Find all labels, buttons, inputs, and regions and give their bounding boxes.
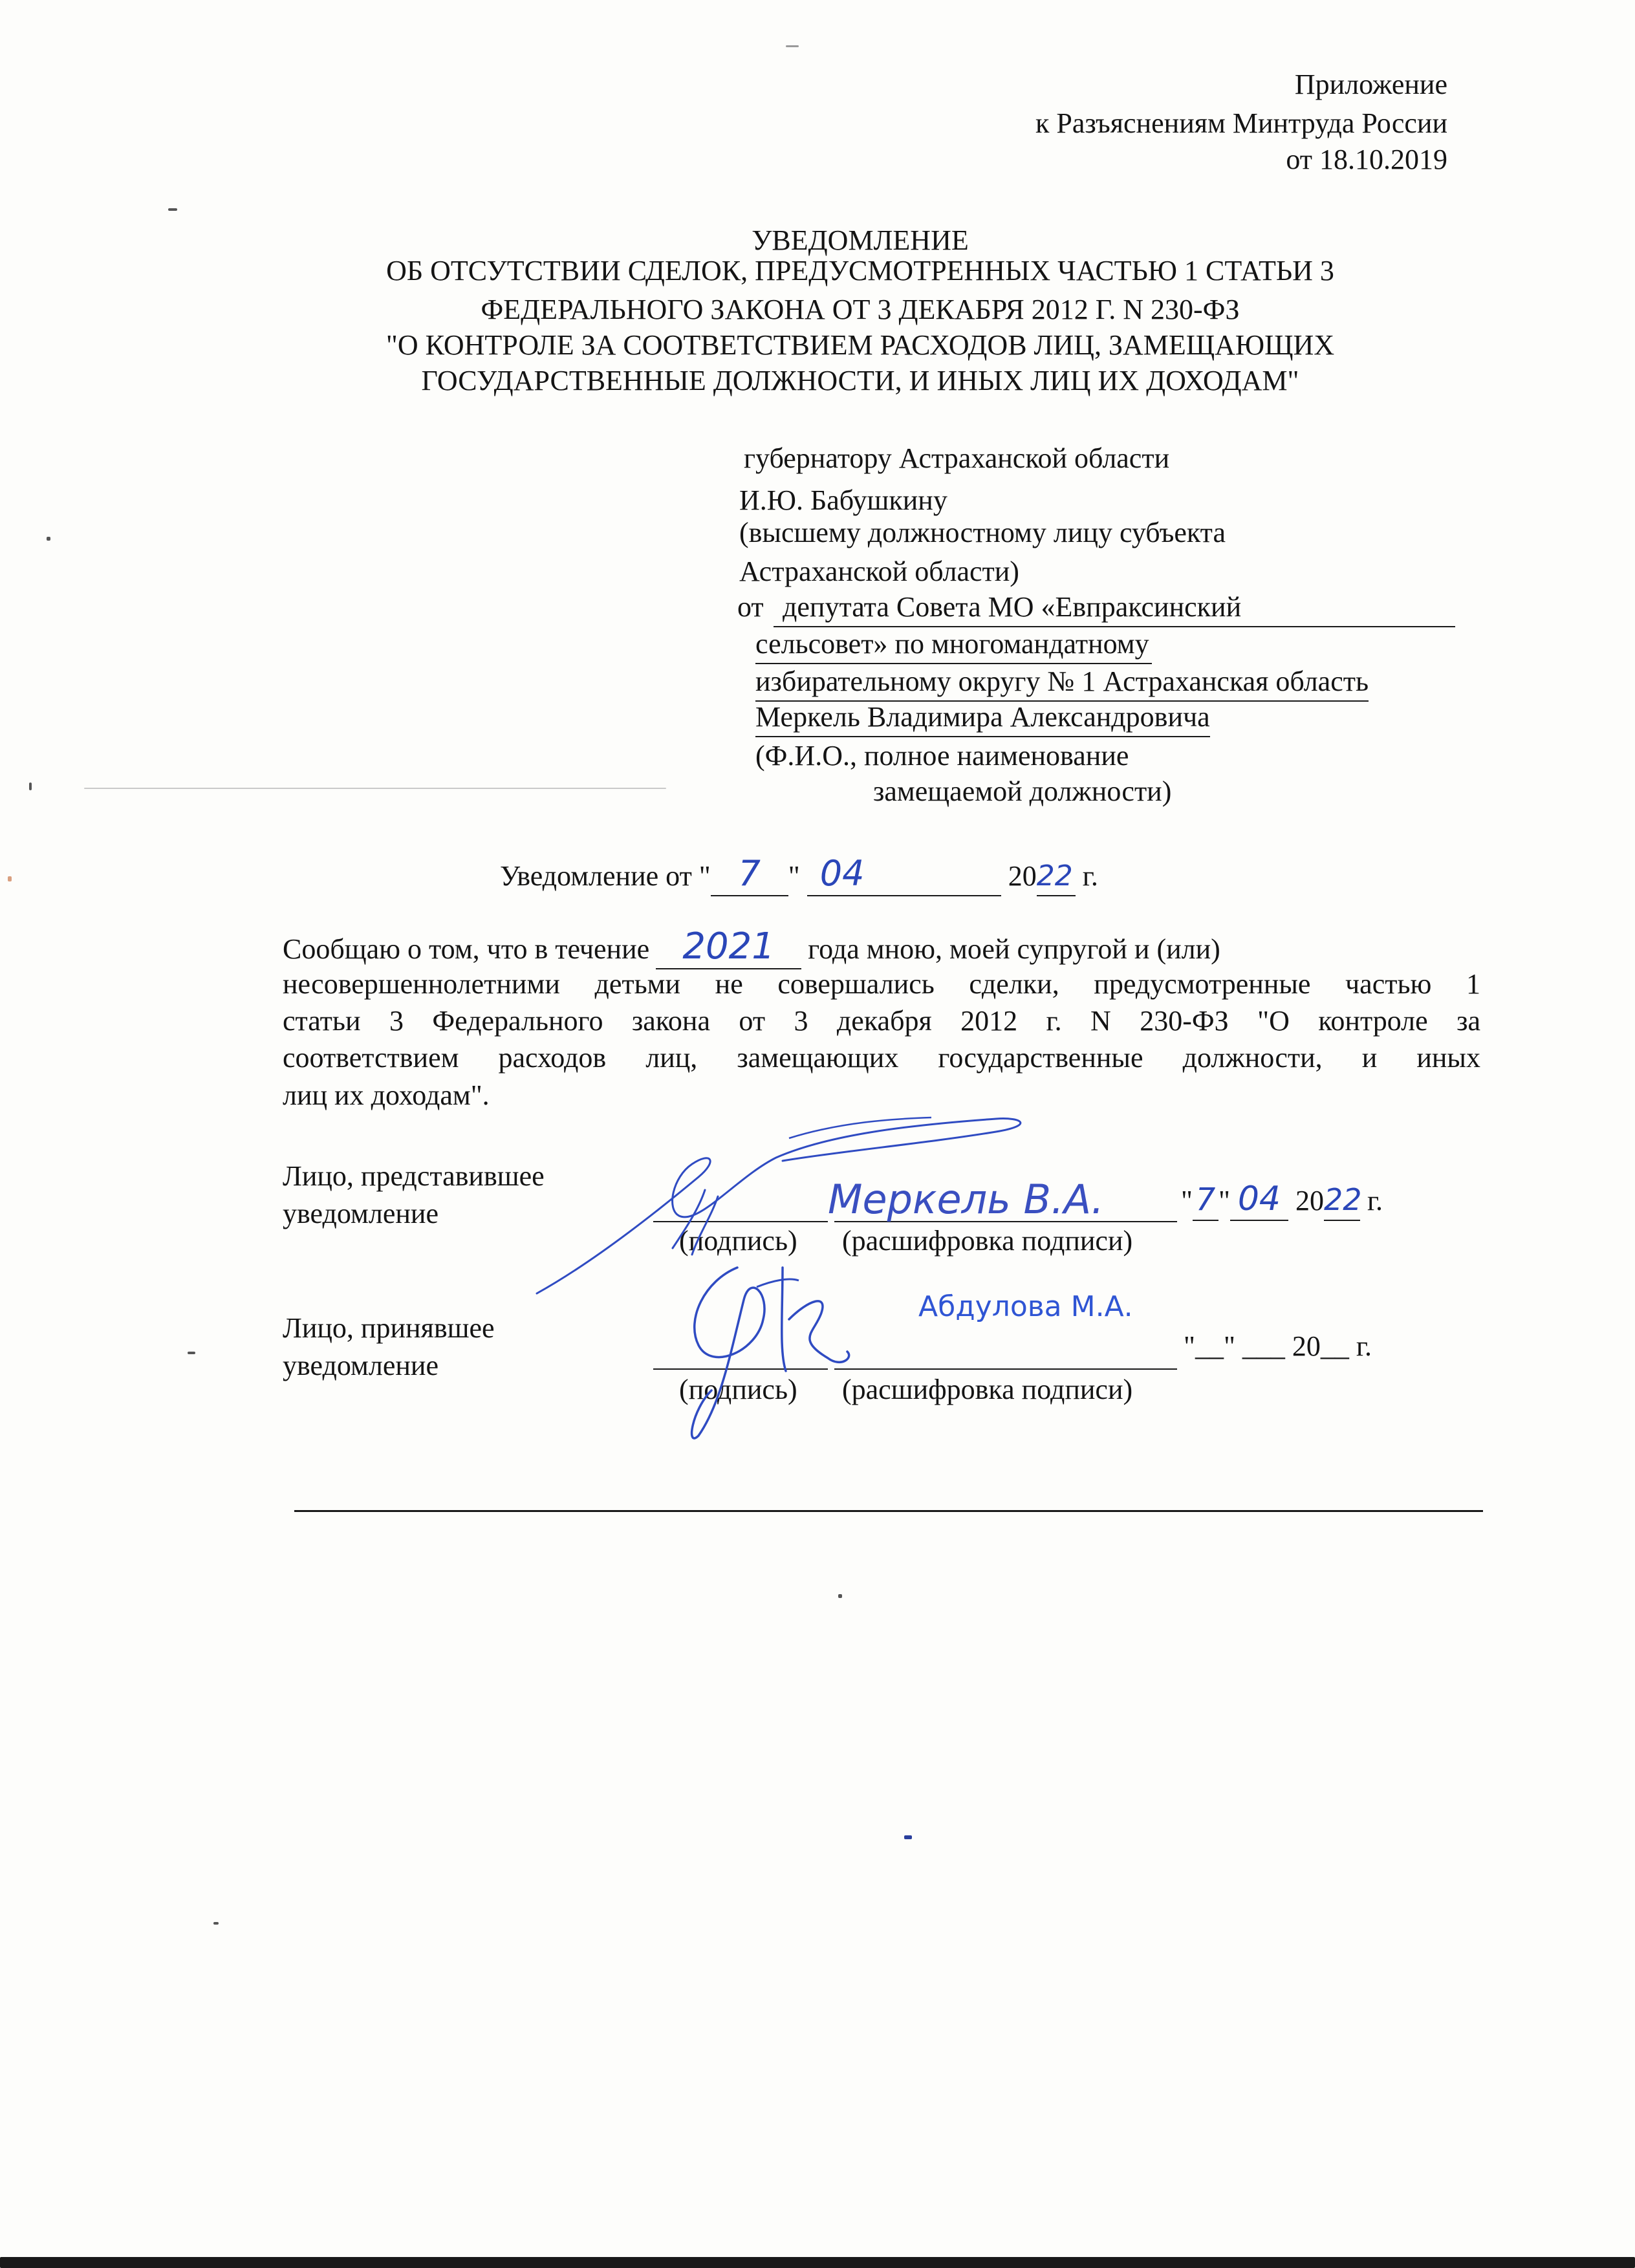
submitter-label-2: уведомление: [283, 1198, 439, 1229]
addressee-from-line-3: избирательному округу № 1 Астраханская область: [755, 663, 1369, 702]
addressee-from-line-4: Меркель Владимира Александровича: [755, 698, 1210, 737]
body-year-field: 2021: [656, 928, 801, 969]
submitter-label-1: Лицо, представившее: [283, 1160, 545, 1192]
scan-speck: [904, 1835, 912, 1839]
notice-date-month: 04: [807, 855, 1001, 896]
notice-date-year-prefix: 20: [1008, 860, 1037, 892]
scan-speck: [188, 1352, 195, 1354]
appendix-line-1: Приложение: [1294, 69, 1447, 100]
title-line-4: "О КОНТРОЛЕ ЗА СООТВЕТСТВИЕМ РАСХОДОВ ЛИЦ, ЗАМЕЩАЮЩИХ: [385, 329, 1335, 361]
addressee-from-line-1: депутата Совета МО «Евпраксинский: [774, 589, 1455, 627]
addressee-caption-1: (Ф.И.О., полное наименование: [755, 740, 1129, 772]
body-line-5: лиц их доходам".: [283, 1079, 490, 1111]
title-line-1: УВЕДОМЛЕНИЕ: [752, 224, 969, 256]
notice-date-year: 22: [1037, 858, 1076, 896]
body-line-4: соответствием расходов лиц, замещающих государственные должности, и иных: [283, 1042, 1480, 1074]
body-line-2: несовершеннолетними детьми не совершались сделки, предусмотренные частью 1: [283, 968, 1480, 1000]
title-line-5: ГОСУДАРСТВЕННЫЕ ДОЛЖНОСТИ, И ИНЫХ ЛИЦ ИХ ДОХОДАМ": [421, 365, 1299, 396]
scan-speck: [168, 208, 177, 211]
addressee-line-2: И.Ю. Бабушкину: [739, 484, 947, 516]
receiver-label-1: Лицо, принявшее: [283, 1312, 495, 1344]
notice-date-line: [500, 855, 1098, 896]
addressee-line-4: Астраханской области): [739, 556, 1019, 587]
addressee-line-3: (высшему должностному лицу субъекта: [739, 517, 1226, 548]
notice-date-day: 7: [711, 855, 788, 896]
title-line-3: ФЕДЕРАЛЬНОГО ЗАКОНА ОТ 3 ДЕКАБРЯ 2012 Г. N 230-ФЗ: [481, 294, 1240, 325]
bottom-rule: [294, 1510, 1483, 1512]
submitter-handwritten-name: Меркель В.А.: [828, 1176, 1104, 1223]
appendix-line-3: от 18.10.2019: [1286, 144, 1447, 175]
body-line-1: Сообщаю о том, что в течение 2021 года мною, моей супругой и (или): [283, 928, 1480, 969]
appendix-line-2: к Разъяснениям Минтруда России: [1035, 107, 1447, 139]
submitter-caption-sign: (подпись): [679, 1225, 797, 1257]
scan-speck: [47, 537, 50, 541]
receiver-signature: [660, 1242, 893, 1455]
notice-date-prefix: Уведомление от ": [500, 860, 711, 892]
scan-bottom-edge: [0, 2257, 1635, 2268]
addressee-caption-2: замещаемой должности): [873, 775, 1172, 807]
addressee-from-line-2: сельсовет» по многомандатному: [755, 625, 1152, 664]
scan-speck: [8, 876, 12, 881]
receiver-label-2: уведомление: [283, 1350, 439, 1381]
receiver-caption-decode: (расшифровка подписи): [842, 1374, 1133, 1405]
submitter-date: "7 " 04 2022 г.: [1181, 1180, 1383, 1221]
notice-date-quote: ": [788, 860, 800, 892]
scan-speck: [29, 783, 32, 790]
scan-speck: [838, 1594, 842, 1598]
scan-speck: [786, 45, 799, 47]
addressee-line-1: губернатору Астраханской области: [744, 442, 1170, 474]
addressee-from-prefix: от: [737, 591, 764, 623]
receiver-date: "__" ___ 20__ г.: [1184, 1330, 1372, 1362]
scan-streak: [84, 788, 666, 789]
title-line-2: ОБ ОТСУТСТВИИ СДЕЛОК, ПРЕДУСМОТРЕННЫХ ЧАСТЬЮ 1 СТАТЬИ 3: [386, 255, 1334, 286]
scan-speck: [213, 1922, 219, 1925]
notice-date-suffix: г.: [1082, 860, 1098, 892]
receiver-stamp-name: Абдулова М.А.: [918, 1290, 1133, 1323]
submitter-caption-decode: (расшифровка подписи): [842, 1225, 1133, 1257]
receiver-caption-sign: (подпись): [679, 1374, 797, 1405]
body-line-3: статьи 3 Федерального закона от 3 декабря 2012 г. N 230-ФЗ "О контроле за: [283, 1005, 1480, 1037]
